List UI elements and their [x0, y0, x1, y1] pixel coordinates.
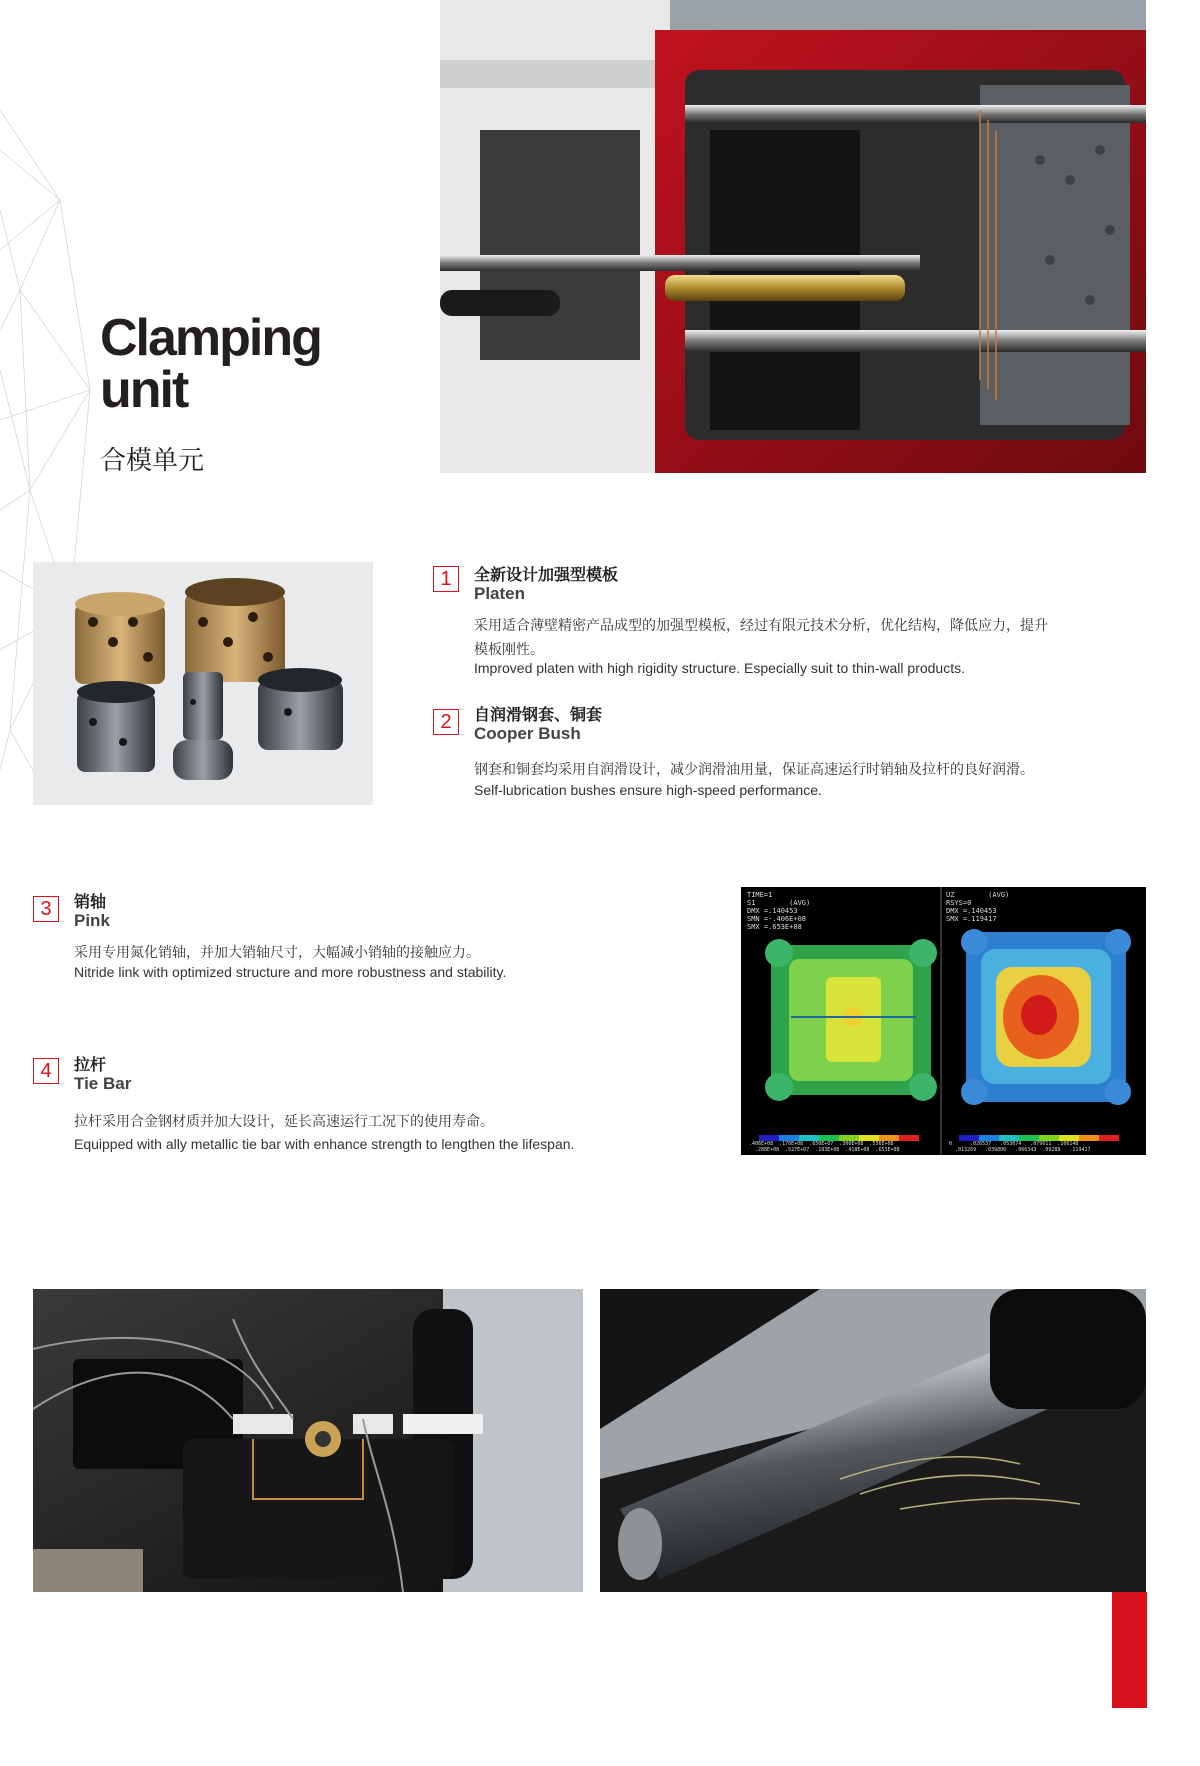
- feature-number-1: 1: [433, 566, 459, 592]
- feature-1-title-en: Platen: [474, 584, 526, 603]
- title-line-2: unit: [100, 361, 188, 419]
- tie-bar-photo: [600, 1289, 1146, 1592]
- feature-3-title-en: Pink: [74, 911, 110, 930]
- feature-4-title-zh: 拉杆: [74, 1055, 107, 1074]
- fea-plots: [741, 887, 1146, 1155]
- feature-2-body-zh: 钢套和铜套均采用自润滑设计，减少润滑油用量，保证高速运行时销轴及拉杆的良好润滑。: [474, 762, 1034, 778]
- feature-4-title-en: Tie Bar: [74, 1074, 132, 1093]
- feature-4-body-en: Equipped with ally metallic tie bar with enhance strength to lengthen the lifespan.: [74, 1136, 575, 1152]
- feature-1-body-zh: 采用适合薄壁精密产品成型的加强型模板，经过有限元技术分析，优化结构，降低应力，提升模板刚性。: [474, 618, 1048, 658]
- feature-2-body-en: Self-lubrication bushes ensure high-speed performance.: [474, 782, 822, 798]
- fea-left-legend: .406E+08 .170E+08 .650E+07 .300E+08 .536E+08 .288E+08 .527E+07 .183E+08 .418E+08 .653E+08: [749, 1141, 900, 1153]
- feature-1-title-zh: 全新设计加强型模板: [474, 565, 619, 584]
- fea-right-legend: 0 .026537 .053074 .079611 .106148 .013269 .039806 .066343 .09288 .119417: [949, 1141, 1091, 1153]
- feature-3-body-zh: 采用专用氮化销轴，并加大销轴尺寸，大幅减小销轴的接触应力。: [74, 945, 480, 961]
- feature-2-title-en: Cooper Bush: [474, 724, 581, 743]
- feature-number-4: 4: [33, 1058, 59, 1084]
- feature-3-body-en: Nitride link with optimized structure and more robustness and stability.: [74, 964, 507, 980]
- feature-number-2: 2: [433, 709, 459, 735]
- feature-4-body-zh: 拉杆采用合金钢材质并加大设计，延长高速运行工况下的使用寿命。: [74, 1114, 494, 1130]
- bushes-photo: [33, 562, 373, 805]
- fea-left-header: TIME=1 S1 (AVG) DMX =.140453 SMN =-.406E+08 SMX =.653E+08: [747, 891, 811, 931]
- feature-number-3: 3: [33, 896, 59, 922]
- clamping-unit-photo: [440, 0, 1146, 473]
- fea-right-header: UZ (AVG) RSYS=0 DMX =.140453 SMX =.119417: [946, 891, 1010, 923]
- pin-link-photo: [33, 1289, 583, 1592]
- feature-1-body-en: Improved platen with high rigidity structure. Especially suit to thin-wall products.: [474, 660, 965, 676]
- fea-analysis-image: [741, 887, 1146, 1155]
- title-line-1: Clamping: [100, 309, 321, 367]
- feature-3-title-zh: 销轴: [74, 892, 107, 911]
- feature-2-title-zh: 自润滑钢套、铜套: [474, 705, 603, 724]
- accent-bar: [1112, 1592, 1147, 1708]
- page-subtitle: 合模单元: [100, 446, 205, 476]
- page-title: [100, 309, 321, 419]
